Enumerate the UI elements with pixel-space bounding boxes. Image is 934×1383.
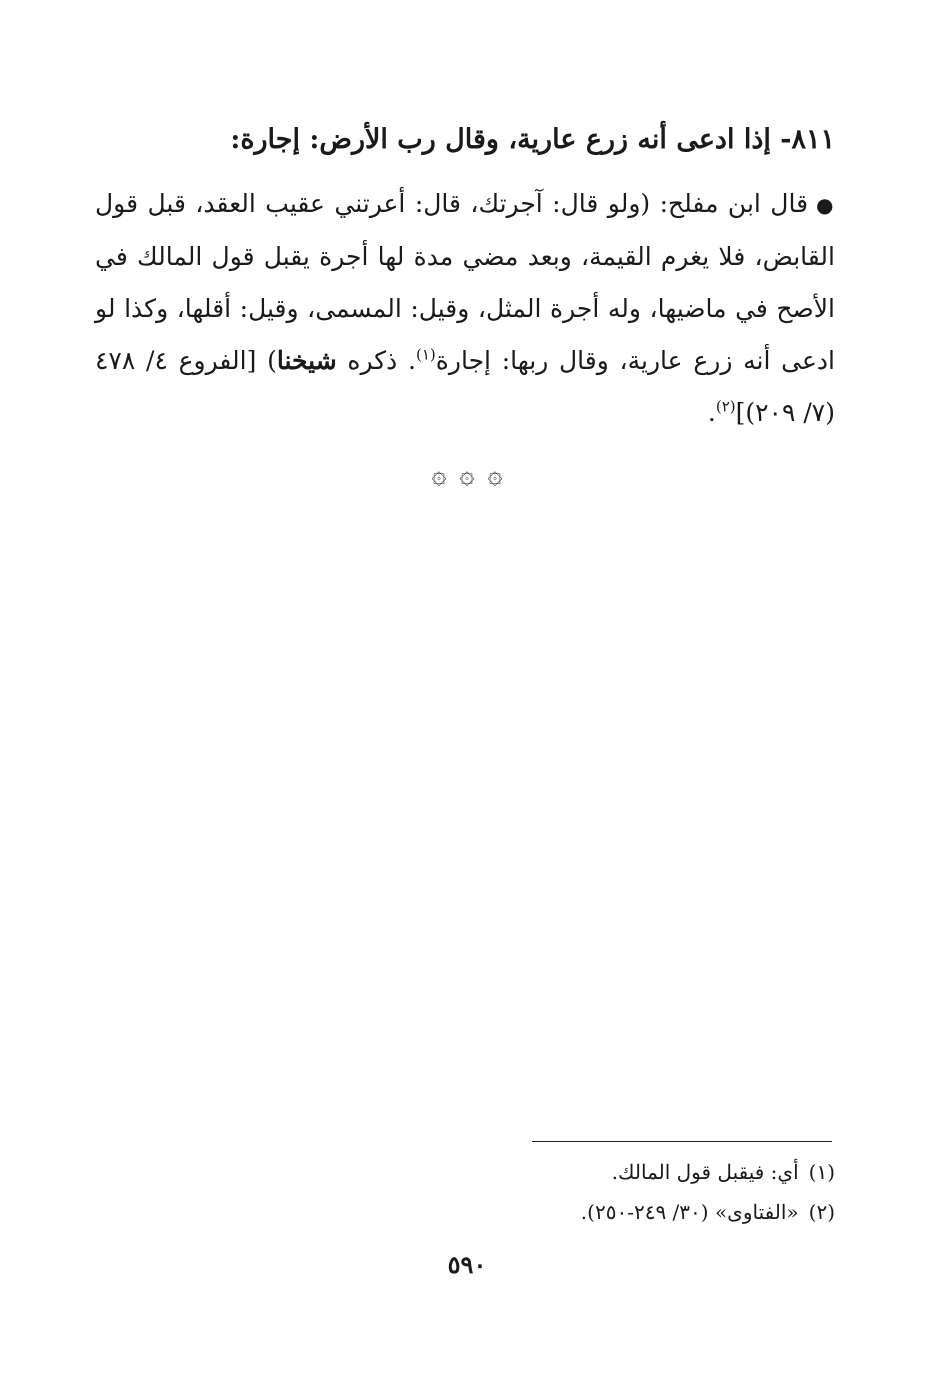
footnote-number: (١): [808, 1160, 835, 1184]
footnote-ref-2: (٢): [715, 397, 736, 416]
footnote-2: [95, 1192, 835, 1232]
bullet-icon: ●: [816, 193, 836, 217]
entry-paragraph: [95, 178, 835, 439]
ornament-icon: ۞: [487, 460, 503, 490]
footnote-text: أي: فيقبل قول المالك.: [611, 1160, 799, 1184]
footnote-number: (٢): [808, 1200, 835, 1224]
footnote-text: «الفتاوى» (٣٠/ ٢٤٩-٢٥٠).: [580, 1200, 799, 1224]
section-divider: [0, 460, 934, 490]
paragraph-text-2: . ذكره: [347, 346, 416, 375]
footnote-separator: [532, 1141, 832, 1142]
paragraph-text-3: ) [الفروع ٤/ ٤٧٨ (٧/ ٢٠٩)]: [95, 346, 835, 427]
entry-heading: ٨١١- إذا ادعى أنه زرع عارية، وقال رب الأرض: إجارة:: [230, 124, 835, 155]
bold-name: شيخنا: [276, 346, 337, 375]
footnotes: [95, 1152, 835, 1232]
footnote-ref-1: (١): [416, 345, 436, 364]
ornament-icon: ۞: [459, 460, 475, 490]
page-number: ٥٩٠: [447, 1250, 487, 1279]
paragraph-text-1: قال ابن مفلح: (ولو قال: آجرتك، قال: أعرتني عقيب العقد، قبل قول القابض، فلا يغرم القيمة، وبعد مضي مدة لها أجرة يقبل قول المالك في الأصح في ماضيها، وله أجرة المثل، وقيل: المسمى، وقيل: أقلها، وكذا لو ادعى أنه زرع عارية، وقال ربها: إجارة: [95, 189, 835, 375]
paragraph-end: .: [707, 398, 716, 427]
ornament-icon: ۞: [431, 460, 447, 490]
footnote-1: [95, 1152, 835, 1192]
